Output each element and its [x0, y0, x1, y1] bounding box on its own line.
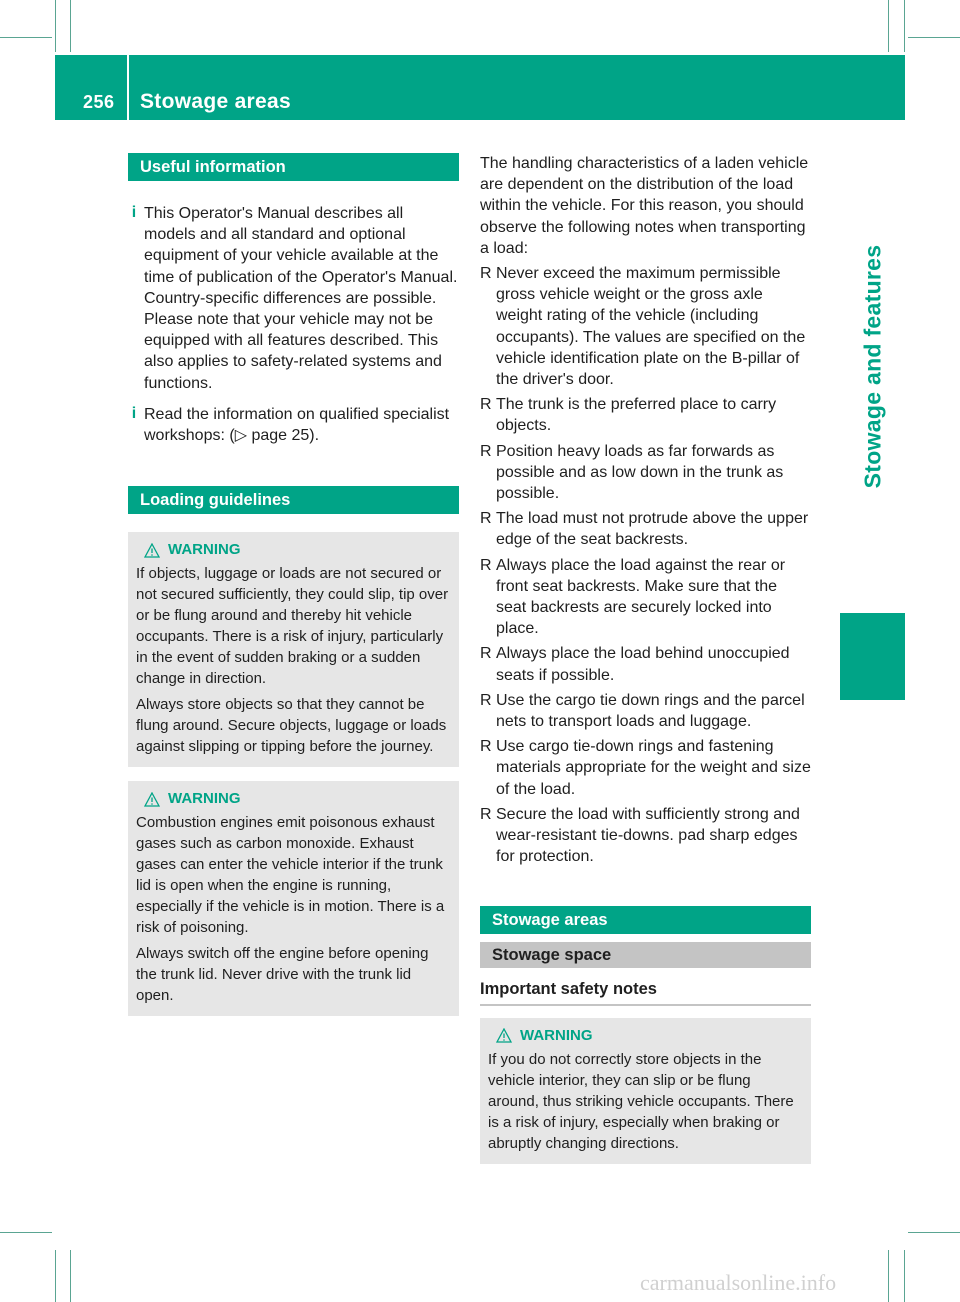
- page-ref-arrow-icon[interactable]: ▷: [234, 427, 248, 445]
- list-item: [480, 555, 811, 640]
- crop-mark: [70, 1250, 71, 1302]
- list-item-text: Never exceed the maximum permissible gross vehicle weight or the gross axle weight rating of the vehicle (including occupants). The values are specified on the vehicle identification plate on the B-pillar of the driver's door.: [496, 265, 806, 389]
- info-note: [128, 404, 459, 446]
- list-item-text: The load must not protrude above the upper edge of the seat backrests.: [496, 510, 809, 549]
- list-item-text: Use the cargo tie down rings and the parcel nets to transport loads and luggage.: [496, 691, 805, 731]
- stowage-areas-heading: Stowage areas: [480, 906, 811, 934]
- warning-box: [128, 532, 459, 767]
- useful-info-heading: Useful information: [128, 153, 459, 181]
- warning-text: Always store objects so that they cannot be flung around. Secure objects, luggage or loads against slipping or tipping before the journey.: [136, 696, 447, 756]
- list-item-text: Always place the load behind unoccupied seats if possible.: [496, 645, 790, 684]
- crop-mark: [0, 1232, 52, 1233]
- list-item: [480, 690, 811, 732]
- list-item-text: Position heavy loads as far forwards as possible and as low down in the trunk as possible.: [496, 442, 784, 503]
- warning-triangle-icon: [144, 543, 160, 558]
- info-text: This Operator's Manual describes all models and all standard and optional equipment of your vehicle available at the time of publication of the Operator's Manual. Country-specific differences are possible. Please note that your vehicle may not be equipped with all features described. This also applies to safety-related systems and functions.: [144, 205, 458, 392]
- info-note: [128, 203, 459, 394]
- bullet-icon: R: [480, 556, 492, 574]
- warning-text: Combustion engines emit poisonous exhaust gases such as carbon monoxide. Exhaust gases can enter the vehicle interior if the trunk lid is open when the engine is running, especially if the vehicle is in motion. There is a risk of poisoning.: [136, 814, 445, 937]
- bullet-icon: R: [480, 442, 492, 460]
- warning-text: Always switch off the engine before opening the trunk lid. Never drive with the trunk lid open.: [136, 945, 429, 1005]
- info-icon: i: [131, 404, 137, 422]
- crop-mark: [55, 1250, 56, 1302]
- warning-box: [480, 1018, 811, 1164]
- bullet-icon: R: [480, 691, 492, 709]
- list-item-text: Secure the load with sufficiently strong and wear-resistant tie-downs. pad sharp edges for protection.: [496, 805, 800, 866]
- list-item: [480, 394, 811, 436]
- header-divider: [127, 55, 129, 120]
- loading-notes-list: [480, 263, 811, 867]
- warning-title: [496, 1026, 803, 1046]
- list-item: [480, 804, 811, 868]
- bullet-icon: R: [480, 510, 492, 528]
- info-icon: i: [131, 204, 137, 221]
- list-item: [480, 441, 811, 505]
- warning-title: [144, 540, 451, 560]
- page-ref-link[interactable]: page 25).: [247, 427, 320, 445]
- warning-text: If you do not correctly store objects in the vehicle interior, they can slip or be flung around, thus striking vehicle occupants. There is a risk of injury, especially when braking or abruptly changing directions.: [488, 1050, 794, 1152]
- crop-mark: [904, 0, 905, 52]
- bullet-icon: R: [480, 265, 492, 283]
- bullet-icon: R: [480, 738, 492, 756]
- crop-mark: [70, 0, 71, 52]
- bullet-icon: R: [480, 805, 492, 823]
- crop-mark: [908, 1232, 960, 1233]
- left-column: [128, 153, 459, 1016]
- warning-title: [144, 789, 451, 809]
- warning-triangle-icon: [144, 792, 160, 807]
- page-number: 256: [83, 92, 115, 112]
- crop-mark: [888, 0, 889, 52]
- side-tab-label: Stowage and features: [859, 244, 886, 489]
- warning-triangle-icon: [496, 1028, 512, 1043]
- page-title: Stowage areas: [140, 90, 291, 113]
- list-item: [480, 263, 811, 390]
- side-tab: [840, 120, 905, 613]
- crop-mark: [904, 1250, 905, 1302]
- warning-label: WARNING: [520, 1026, 593, 1044]
- warning-text: If objects, luggage or loads are not secured or not secured sufficiently, they could slip, tip over or be flung around and thereby hit vehicle occupants. There is a risk of injury, particularly in the event of sudden braking or a sudden change in direction.: [136, 565, 449, 688]
- crop-mark: [55, 0, 56, 52]
- list-item-text: The trunk is the preferred place to carry objects.: [496, 396, 777, 435]
- list-item: [480, 736, 811, 800]
- safety-notes-heading: Important safety notes: [480, 978, 811, 1006]
- side-tab-bar: [840, 613, 905, 700]
- crop-mark: [908, 37, 960, 38]
- crop-mark: [888, 1250, 889, 1302]
- stowage-space-heading: Stowage space: [480, 942, 811, 968]
- crop-mark: [0, 37, 52, 38]
- list-item: [480, 643, 811, 685]
- list-item-text: Always place the load against the rear or front seat backrests. Make sure that the seat backrests are securely locked into place.: [496, 556, 786, 638]
- info-text: [144, 404, 459, 446]
- warning-label: WARNING: [168, 790, 241, 808]
- right-column: [480, 153, 811, 1164]
- warning-label: WARNING: [168, 541, 241, 559]
- warning-box: [128, 781, 459, 1016]
- loading-guidelines-heading: Loading guidelines: [128, 486, 459, 514]
- list-item-text: Use cargo tie-down rings and fastening materials appropriate for the weight and size of the load.: [496, 738, 811, 798]
- intro-text: The handling characteristics of a laden vehicle are dependent on the distribution of the load within the vehicle. For this reason, you should observe the following notes when transporting a load:: [480, 155, 809, 257]
- bullet-icon: R: [480, 645, 492, 663]
- bullet-icon: R: [480, 396, 492, 414]
- info-text-part: Read the information on qualified specialist workshops: (: [144, 405, 450, 445]
- list-item: [480, 508, 811, 550]
- footer-watermark: carmanualsonline.info: [640, 1270, 837, 1295]
